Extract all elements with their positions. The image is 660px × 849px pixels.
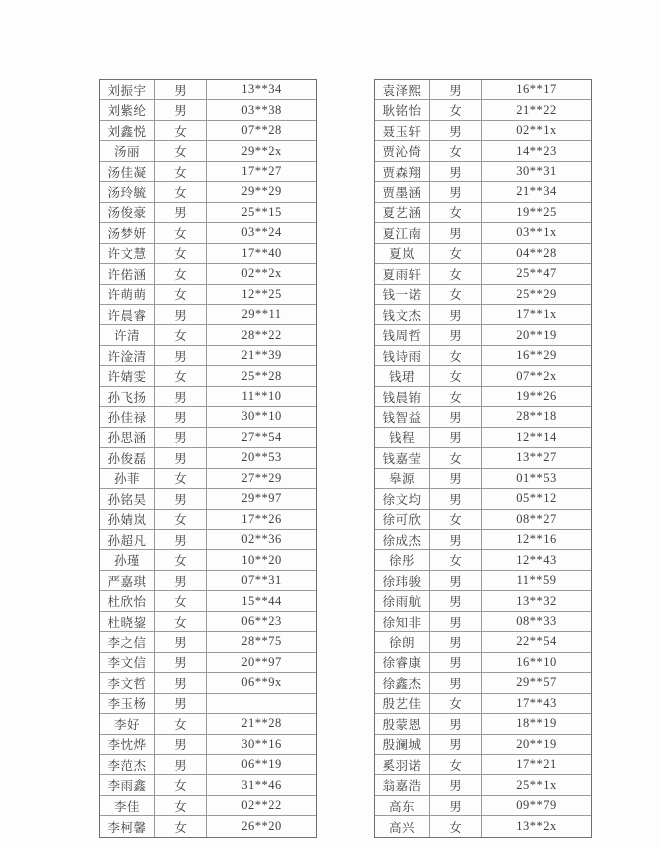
code-cell: 13**2x [516, 819, 557, 834]
table-row [100, 673, 316, 693]
table-row [100, 366, 316, 386]
code-cell: 03**1x [516, 225, 557, 240]
table-row [375, 612, 591, 632]
gender-cell: 男 [430, 469, 482, 488]
gender-cell: 女 [155, 223, 207, 242]
code-cell: 02**36 [241, 532, 282, 547]
name-cell: 许晨睿 [100, 305, 155, 324]
code-cell: 18**19 [516, 716, 557, 731]
code-cell: 03**38 [241, 102, 282, 117]
table-row [375, 735, 591, 755]
gender-cell: 男 [155, 653, 207, 672]
name-cell: 杜晓鋆 [100, 612, 155, 631]
table-row [375, 775, 591, 795]
code-cell: 25**28 [241, 368, 282, 383]
gender-cell: 女 [430, 755, 482, 774]
name-cell: 钱晨铕 [375, 387, 430, 406]
name-cell: 杜欣怡 [100, 591, 155, 610]
gender-cell: 女 [430, 694, 482, 713]
code-cell: 04**28 [516, 245, 557, 260]
table-row [375, 285, 591, 305]
gender-cell: 女 [155, 325, 207, 344]
gender-cell: 男 [155, 428, 207, 447]
table-row [100, 612, 316, 632]
gender-cell: 女 [430, 141, 482, 160]
code-cell: 21**22 [516, 102, 557, 117]
table-row [100, 387, 316, 407]
name-cell: 高兴 [375, 816, 430, 836]
name-cell: 殷蒙恩 [375, 714, 430, 733]
name-cell: 刘振宇 [100, 80, 155, 99]
name-cell: 李文信 [100, 653, 155, 672]
table-row [100, 591, 316, 611]
code-cell: 17**21 [516, 757, 557, 772]
code-cell: 20**97 [241, 654, 282, 669]
gender-cell: 女 [155, 366, 207, 385]
name-cell: 李好 [100, 714, 155, 733]
table-row [375, 203, 591, 223]
table-row [100, 100, 316, 120]
code-cell: 28**22 [241, 327, 282, 342]
table-row [100, 407, 316, 427]
name-cell: 夏雨轩 [375, 264, 430, 283]
name-cell: 夏岚 [375, 244, 430, 263]
name-cell: 许淦清 [100, 346, 155, 365]
gender-cell: 女 [155, 510, 207, 529]
table-row [375, 694, 591, 714]
table-row [375, 346, 591, 366]
name-cell: 贾沁倚 [375, 141, 430, 160]
code-cell: 09**79 [516, 798, 557, 813]
code-cell: 02**2x [241, 266, 282, 281]
code-cell: 15**44 [241, 593, 282, 608]
gender-cell: 男 [430, 591, 482, 610]
gender-cell: 男 [155, 673, 207, 692]
gender-cell: 男 [430, 80, 482, 99]
code-cell: 25**15 [241, 204, 282, 219]
name-cell: 钱智益 [375, 407, 430, 426]
gender-cell: 男 [430, 571, 482, 590]
name-cell: 钱嘉莹 [375, 448, 430, 467]
code-cell: 17**40 [241, 245, 282, 260]
table-row [100, 775, 316, 795]
code-cell: 11**10 [241, 389, 282, 404]
code-cell: 12**14 [516, 429, 557, 444]
gender-cell: 男 [155, 80, 207, 99]
name-cell: 钱一诺 [375, 285, 430, 304]
gender-cell: 男 [155, 694, 207, 713]
code-cell: 06**19 [241, 757, 282, 772]
table-row [100, 571, 316, 591]
code-cell: 13**34 [241, 82, 282, 97]
table-row [100, 530, 316, 550]
code-cell: 02**22 [241, 798, 282, 813]
code-cell: 29**29 [241, 184, 282, 199]
table-row [100, 325, 316, 345]
name-cell: 汤梦妍 [100, 223, 155, 242]
gender-cell: 女 [430, 387, 482, 406]
code-cell: 07**28 [241, 123, 282, 138]
name-cell: 许婧雯 [100, 366, 155, 385]
code-cell: 30**31 [516, 164, 557, 179]
gender-cell: 女 [430, 816, 482, 836]
table-row [375, 489, 591, 509]
name-cell: 徐朗 [375, 632, 430, 651]
code-cell: 07**31 [241, 573, 282, 588]
table-row [375, 653, 591, 673]
table-row [375, 530, 591, 550]
code-cell: 14**23 [516, 143, 557, 158]
name-cell: 徐可欣 [375, 510, 430, 529]
gender-cell: 男 [430, 162, 482, 181]
name-cell: 李柯馨 [100, 816, 155, 836]
gender-cell: 女 [430, 550, 482, 569]
gender-cell: 男 [430, 673, 482, 692]
name-cell: 孙俊磊 [100, 448, 155, 467]
table-row [100, 694, 316, 714]
gender-cell: 女 [430, 285, 482, 304]
gender-cell: 男 [155, 448, 207, 467]
code-cell: 29**11 [241, 307, 282, 322]
name-cell: 孙思涵 [100, 428, 155, 447]
table-row [100, 264, 316, 284]
gender-cell: 男 [155, 530, 207, 549]
gender-cell: 男 [155, 489, 207, 508]
name-cell: 聂玉轩 [375, 121, 430, 140]
table-row [100, 428, 316, 448]
table-row [100, 755, 316, 775]
gender-cell: 女 [155, 714, 207, 733]
name-cell: 徐成杰 [375, 530, 430, 549]
name-cell: 殷艺佳 [375, 694, 430, 713]
code-cell [207, 694, 316, 713]
code-cell: 01**53 [516, 470, 557, 485]
gender-cell: 男 [155, 407, 207, 426]
gender-cell: 男 [155, 571, 207, 590]
table-row [375, 550, 591, 570]
gender-cell: 女 [430, 203, 482, 222]
gender-cell: 男 [430, 612, 482, 631]
name-cell: 许文慧 [100, 244, 155, 263]
gender-cell: 女 [430, 244, 482, 263]
gender-cell: 男 [430, 775, 482, 794]
table-row [100, 305, 316, 325]
gender-cell: 男 [155, 346, 207, 365]
code-cell: 26**20 [241, 819, 282, 834]
name-cell: 孙铭昊 [100, 489, 155, 508]
gender-cell: 男 [430, 325, 482, 344]
name-cell: 孙瑾 [100, 550, 155, 569]
name-cell: 钱珺 [375, 366, 430, 385]
table-row [375, 305, 591, 325]
table-row [375, 80, 591, 100]
code-cell: 31**46 [241, 777, 282, 792]
table-row [375, 571, 591, 591]
name-cell: 李佳 [100, 796, 155, 815]
name-cell: 汤丽 [100, 141, 155, 160]
table-row [100, 550, 316, 570]
name-cell: 耿铭怡 [375, 100, 430, 119]
code-cell: 20**53 [241, 450, 282, 465]
table-row [375, 469, 591, 489]
gender-cell: 男 [430, 632, 482, 651]
name-cell: 钱程 [375, 428, 430, 447]
gender-cell: 男 [430, 407, 482, 426]
table-row [100, 714, 316, 734]
name-cell: 汤玲毓 [100, 182, 155, 201]
code-cell: 29**97 [241, 491, 282, 506]
table-row [375, 141, 591, 161]
gender-cell: 女 [155, 612, 207, 631]
name-cell: 贾墨涵 [375, 182, 430, 201]
name-cell: 夏艺涵 [375, 203, 430, 222]
gender-cell: 男 [430, 653, 482, 672]
code-cell: 16**17 [516, 82, 557, 97]
name-cell: 李之信 [100, 632, 155, 651]
table-row [100, 121, 316, 141]
name-cell: 汤俊豪 [100, 203, 155, 222]
name-cell: 奚羽诺 [375, 755, 430, 774]
table-row [100, 653, 316, 673]
gender-cell: 男 [430, 489, 482, 508]
name-cell: 殷澜城 [375, 735, 430, 754]
name-cell: 李玉杨 [100, 694, 155, 713]
table-row [375, 714, 591, 734]
gender-cell: 男 [155, 755, 207, 774]
gender-cell: 男 [430, 182, 482, 201]
name-cell: 孙菲 [100, 469, 155, 488]
name-cell: 孙飞扬 [100, 387, 155, 406]
gender-cell: 女 [430, 510, 482, 529]
table-row [375, 244, 591, 264]
code-cell: 28**75 [241, 634, 282, 649]
table-row [375, 223, 591, 243]
table-row [375, 816, 591, 836]
table-row [100, 735, 316, 755]
gender-cell: 男 [430, 121, 482, 140]
gender-cell: 男 [155, 387, 207, 406]
name-cell: 李文哲 [100, 673, 155, 692]
roster-table-left [99, 79, 317, 838]
code-cell: 03**24 [241, 225, 282, 240]
code-cell: 28**18 [516, 409, 557, 424]
code-cell: 27**29 [241, 470, 282, 485]
name-cell: 许清 [100, 325, 155, 344]
code-cell: 12**43 [516, 552, 557, 567]
code-cell: 12**16 [516, 532, 557, 547]
table-row [100, 448, 316, 468]
table-row [375, 448, 591, 468]
name-cell: 钱周哲 [375, 325, 430, 344]
code-cell: 13**27 [516, 450, 557, 465]
table-row [100, 141, 316, 161]
name-cell: 徐玮骏 [375, 571, 430, 590]
code-cell: 22**54 [516, 634, 557, 649]
gender-cell: 女 [155, 285, 207, 304]
table-row [100, 816, 316, 836]
table-row [100, 510, 316, 530]
name-cell: 徐雨航 [375, 591, 430, 610]
code-cell: 08**27 [516, 511, 557, 526]
table-row [375, 510, 591, 530]
table-row [100, 346, 316, 366]
table-row [375, 100, 591, 120]
name-cell: 汤佳凝 [100, 162, 155, 181]
table-row [375, 632, 591, 652]
gender-cell: 女 [155, 775, 207, 794]
code-cell: 29**2x [241, 143, 282, 158]
table-row [375, 162, 591, 182]
table-row [100, 632, 316, 652]
table-row [375, 407, 591, 427]
name-cell: 钱诗雨 [375, 346, 430, 365]
gender-cell: 女 [430, 100, 482, 119]
code-cell: 29**57 [516, 675, 557, 690]
table-row [375, 182, 591, 202]
table-row [100, 796, 316, 816]
code-cell: 07**2x [516, 368, 557, 383]
table-row [375, 387, 591, 407]
code-cell: 12**25 [241, 286, 282, 301]
code-cell: 16**29 [516, 348, 557, 363]
table-row [100, 469, 316, 489]
code-cell: 17**27 [241, 164, 282, 179]
gender-cell: 女 [155, 469, 207, 488]
name-cell: 翁嘉浩 [375, 775, 430, 794]
name-cell: 徐知非 [375, 612, 430, 631]
gender-cell: 女 [430, 346, 482, 365]
gender-cell: 女 [155, 141, 207, 160]
code-cell: 21**39 [241, 348, 282, 363]
name-cell: 高东 [375, 796, 430, 815]
code-cell: 06**23 [241, 614, 282, 628]
name-cell: 李范杰 [100, 755, 155, 774]
code-cell: 21**28 [241, 716, 282, 731]
name-cell: 许偌涵 [100, 264, 155, 283]
gender-cell: 女 [155, 264, 207, 283]
code-cell: 13**32 [516, 593, 557, 608]
name-cell: 孙超凡 [100, 530, 155, 549]
gender-cell: 男 [155, 735, 207, 754]
gender-cell: 女 [155, 796, 207, 815]
roster-table-right [374, 79, 592, 838]
gender-cell: 女 [155, 121, 207, 140]
table-row [375, 121, 591, 141]
table-row [100, 80, 316, 100]
name-cell: 李雨鑫 [100, 775, 155, 794]
gender-cell: 女 [155, 182, 207, 201]
code-cell: 08**33 [516, 614, 557, 628]
code-cell: 16**10 [516, 654, 557, 669]
gender-cell: 男 [155, 203, 207, 222]
gender-cell: 女 [155, 162, 207, 181]
gender-cell: 女 [155, 550, 207, 569]
gender-cell: 女 [430, 448, 482, 467]
table-row [375, 755, 591, 775]
name-cell: 贾森翔 [375, 162, 430, 181]
name-cell: 夏江南 [375, 223, 430, 242]
table-row [375, 428, 591, 448]
name-cell: 刘鑫悦 [100, 121, 155, 140]
name-cell: 徐睿康 [375, 653, 430, 672]
code-cell: 17**1x [516, 307, 557, 322]
name-cell: 袁泽熙 [375, 80, 430, 99]
name-cell: 许萌萌 [100, 285, 155, 304]
code-cell: 19**26 [516, 389, 557, 404]
code-cell: 05**12 [516, 491, 557, 506]
gender-cell: 女 [155, 591, 207, 610]
code-cell: 02**1x [516, 123, 557, 138]
table-row [375, 366, 591, 386]
code-cell: 17**43 [516, 695, 557, 710]
name-cell: 皋源 [375, 469, 430, 488]
gender-cell: 男 [155, 305, 207, 324]
table-row [100, 244, 316, 264]
code-cell: 27**54 [241, 429, 282, 444]
code-cell: 21**34 [516, 184, 557, 199]
gender-cell: 女 [430, 366, 482, 385]
gender-cell: 男 [430, 305, 482, 324]
gender-cell: 女 [155, 244, 207, 263]
gender-cell: 男 [430, 796, 482, 815]
code-cell: 20**19 [516, 736, 557, 751]
gender-cell: 男 [155, 100, 207, 119]
table-row [100, 489, 316, 509]
gender-cell: 女 [430, 264, 482, 283]
gender-cell: 男 [430, 530, 482, 549]
table-row [375, 325, 591, 345]
name-cell: 刘紫纶 [100, 100, 155, 119]
gender-cell: 男 [155, 632, 207, 651]
code-cell: 30**10 [241, 409, 282, 424]
table-row [375, 796, 591, 816]
name-cell: 徐彤 [375, 550, 430, 569]
code-cell: 20**19 [516, 327, 557, 342]
code-cell: 25**29 [516, 286, 557, 301]
table-row [375, 264, 591, 284]
code-cell: 10**20 [241, 552, 282, 567]
code-cell: 19**25 [516, 204, 557, 219]
table-row [375, 673, 591, 693]
table-row [100, 285, 316, 305]
code-cell: 30**16 [241, 736, 282, 751]
name-cell: 徐鑫杰 [375, 673, 430, 692]
code-cell: 06**9x [241, 675, 282, 690]
code-cell: 17**26 [241, 511, 282, 526]
code-cell: 25**47 [516, 266, 557, 281]
name-cell: 钱文杰 [375, 305, 430, 324]
gender-cell: 男 [430, 223, 482, 242]
table-row [100, 203, 316, 223]
gender-cell: 女 [155, 816, 207, 836]
table-row [375, 591, 591, 611]
name-cell: 严嘉琪 [100, 571, 155, 590]
gender-cell: 男 [430, 428, 482, 447]
name-cell: 孙婧岚 [100, 510, 155, 529]
code-cell: 25**1x [516, 777, 557, 792]
name-cell: 徐文均 [375, 489, 430, 508]
name-cell: 孙佳禄 [100, 407, 155, 426]
table-row [100, 223, 316, 243]
table-row [100, 162, 316, 182]
gender-cell: 男 [430, 735, 482, 754]
table-row [100, 182, 316, 202]
gender-cell: 男 [430, 714, 482, 733]
code-cell: 11**59 [516, 573, 557, 588]
name-cell: 李忱烨 [100, 735, 155, 754]
